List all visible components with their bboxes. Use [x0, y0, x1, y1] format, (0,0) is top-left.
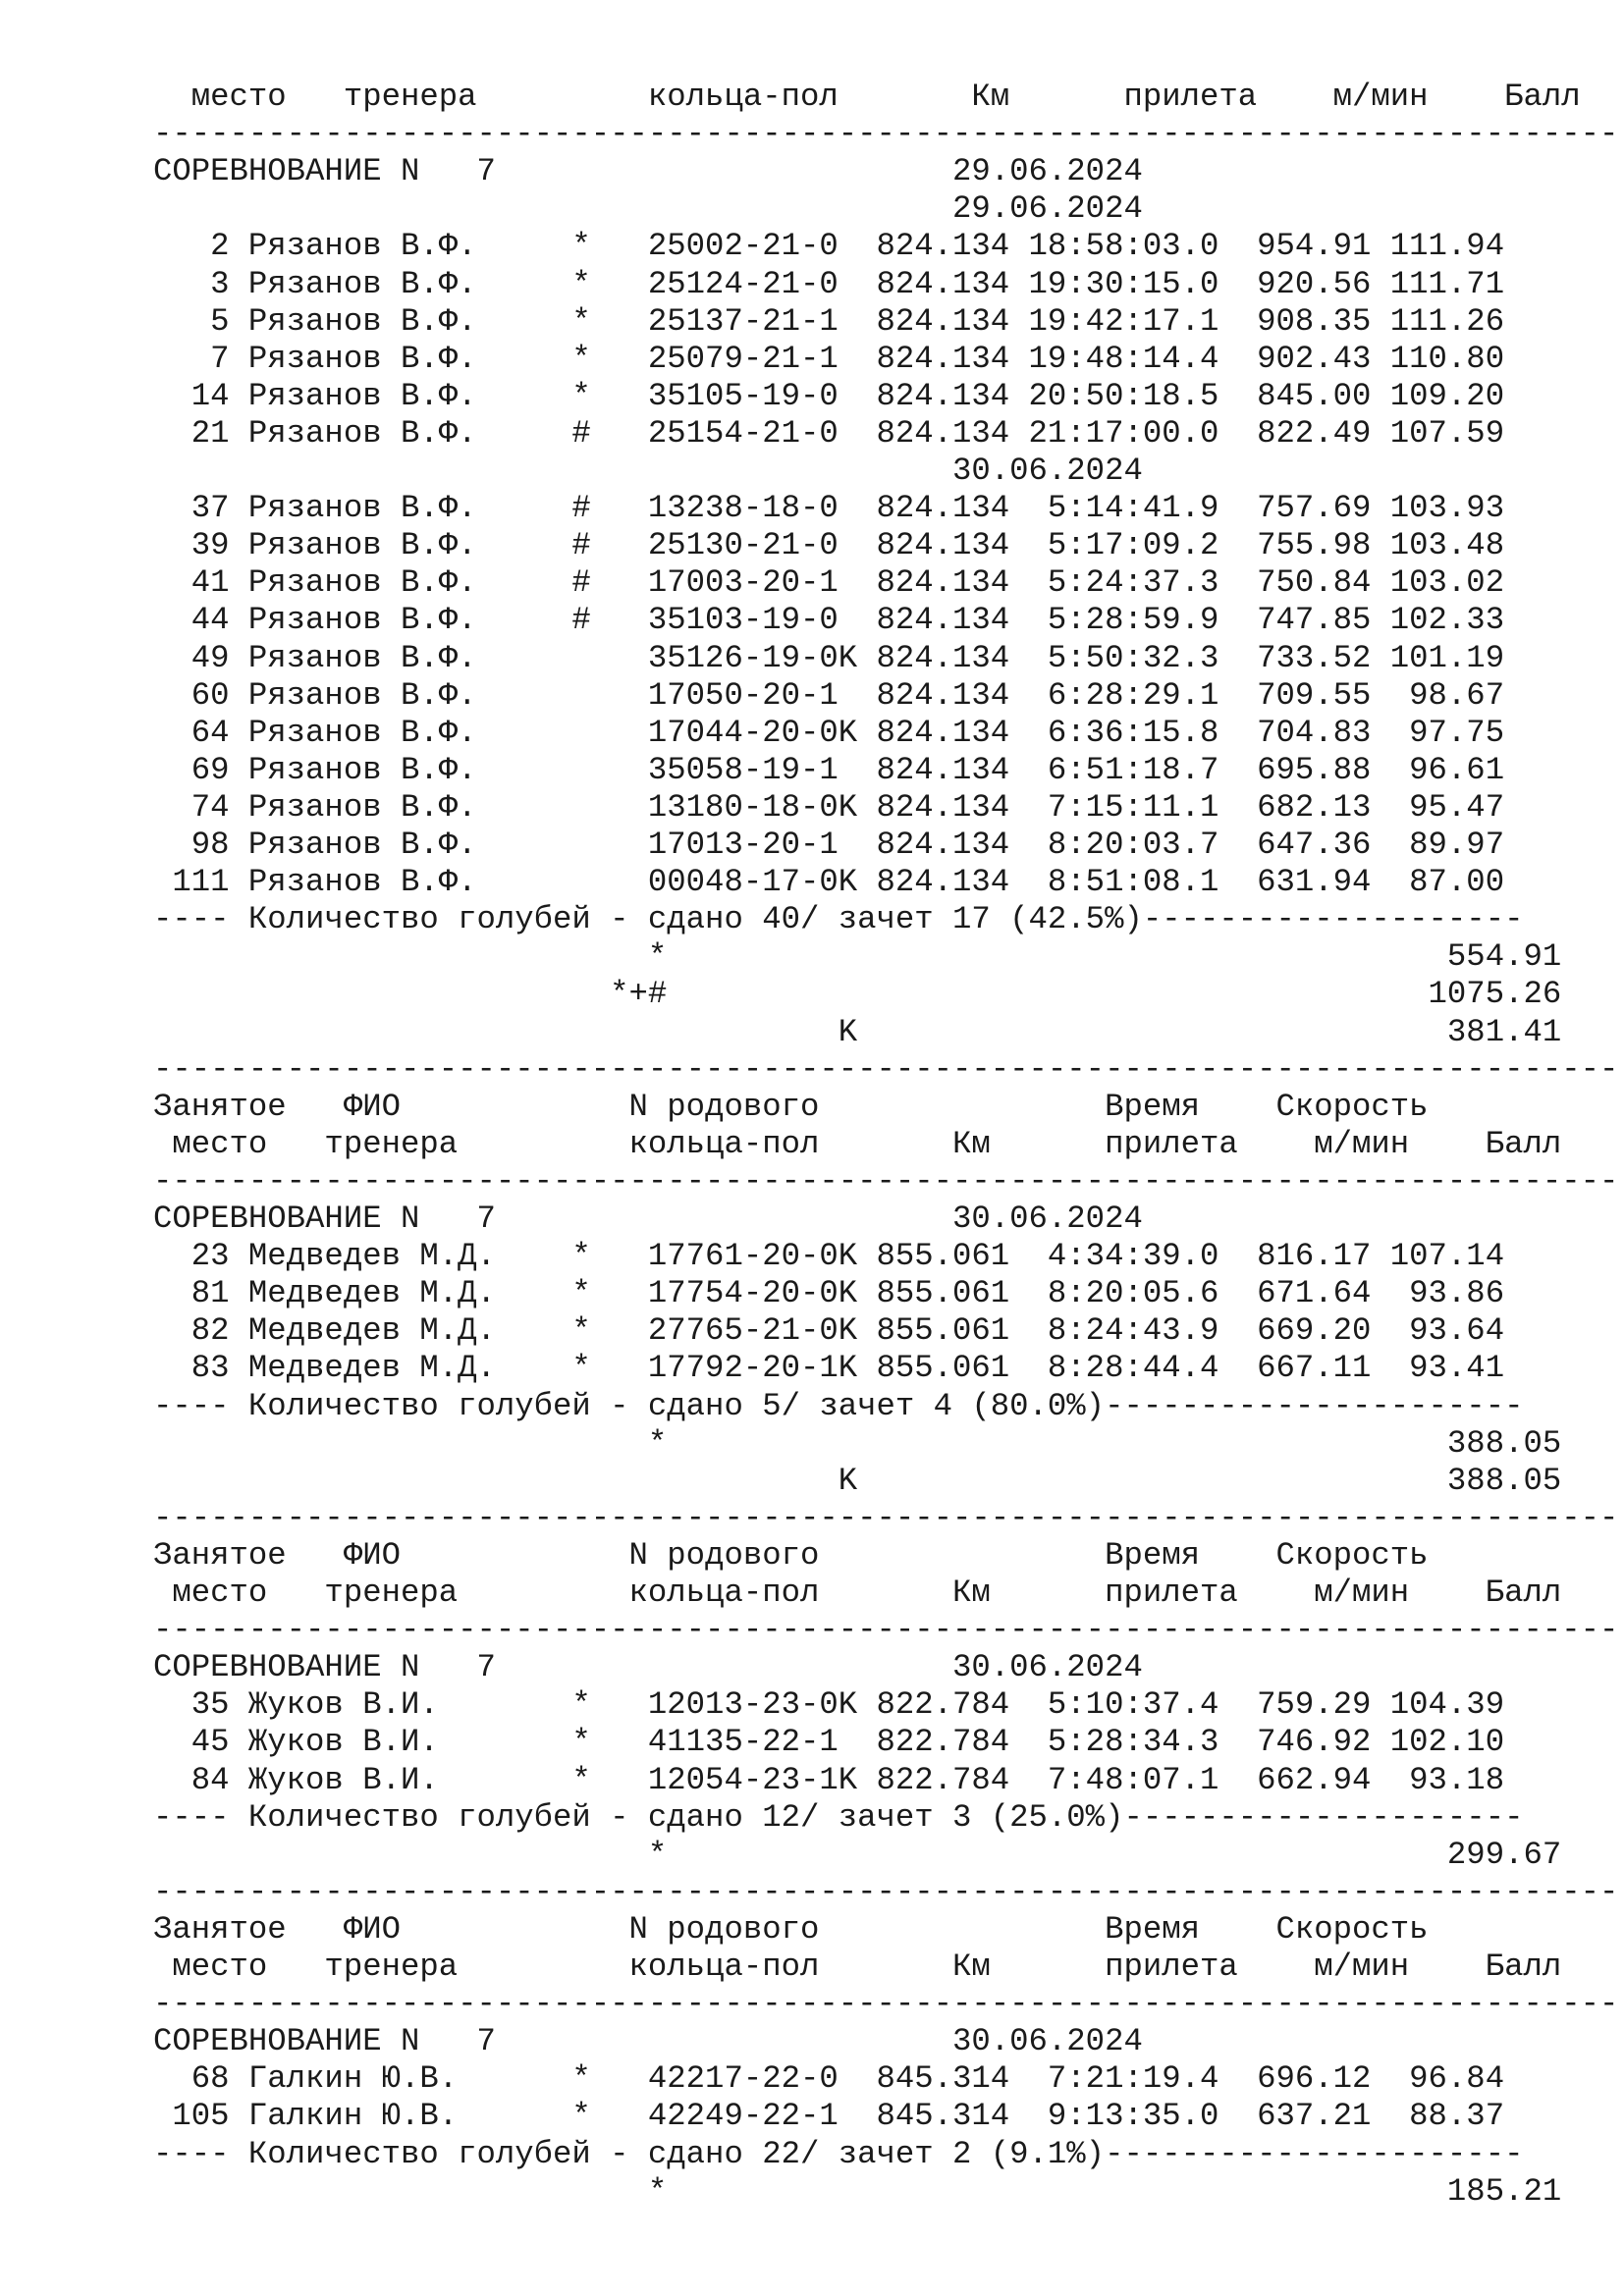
group-summary: ---- Количество голубей - сдано 22/ зачет 2 (9.1%)---------------------- [153, 2135, 1524, 2172]
group-summary: ---- Количество голубей - сдано 12/ зачет 3 (25.0%)--------------------- [153, 1798, 1524, 1836]
result-row: 29.06.2024 [153, 190, 1143, 228]
result-row: 37 Рязанов В.Ф. # 13238-18-0 824.134 5:14:41.9 757.69 103.93 [153, 490, 1505, 527]
competition-title: СОРЕВНОВАНИЕ N 7 30.06.2024 [153, 1649, 1143, 1686]
result-row: 81 Медведев М.Д. * 17754-20-0K 855.061 8:20:05.6 671.64 93.86 [153, 1275, 1505, 1312]
result-row: 45 Жуков В.И. * 41135-22-1 822.784 5:28:34.3 746.92 102.10 [153, 1724, 1505, 1761]
group-total: * 185.21 [153, 2172, 1562, 2210]
result-row: 105 Галкин Ю.В. * 42249-22-1 845.314 9:13:35.0 637.21 88.37 [153, 2098, 1505, 2135]
result-row: 44 Рязанов В.Ф. # 35103-19-0 824.134 5:28:59.9 747.85 102.33 [153, 602, 1505, 639]
competition-title: СОРЕВНОВАНИЕ N 7 30.06.2024 [153, 2023, 1143, 2060]
result-row: 35 Жуков В.И. * 12013-23-0K 822.784 5:10:37.4 759.29 104.39 [153, 1686, 1505, 1724]
group-total: K 381.41 [153, 1013, 1562, 1050]
group-summary: ---- Количество голубей - сдано 40/ зачет 17 (42.5%)-------------------- [153, 901, 1524, 938]
column-header-row-1: Занятое ФИО N родового Время Скорость [153, 1910, 1429, 1948]
competition-title: СОРЕВНОВАНИЕ N 7 30.06.2024 [153, 1201, 1143, 1237]
separator-rule: ----------------------------------------------------------------------------- [153, 1162, 1619, 1200]
result-row: 74 Рязанов В.Ф. 13180-18-0K 824.134 7:15:11.1 682.13 95.47 [153, 788, 1505, 826]
group-total: * 388.05 [153, 1424, 1562, 1462]
result-row: 82 Медведев М.Д. * 27765-21-0K 855.061 8:24:43.9 669.20 93.64 [153, 1312, 1505, 1350]
result-row: 69 Рязанов В.Ф. 35058-19-1 824.134 6:51:18.7 695.88 96.61 [153, 751, 1505, 788]
group-total: K 388.05 [153, 1462, 1562, 1499]
result-row: 2 Рязанов В.Ф. * 25002-21-0 824.134 18:58:03.0 954.91 111.94 [153, 228, 1505, 265]
separator-rule: ----------------------------------------------------------------------------- [153, 1612, 1619, 1649]
separator-rule: ----------------------------------------------------------------------------- [153, 1986, 1619, 2023]
result-row: 3 Рязанов В.Ф. * 25124-21-0 824.134 19:30:15.0 920.56 111.71 [153, 265, 1505, 302]
competition-title: СОРЕВНОВАНИЕ N 7 29.06.2024 [153, 153, 1143, 190]
result-row: 5 Рязанов В.Ф. * 25137-21-1 824.134 19:42:17.1 908.35 111.26 [153, 302, 1505, 340]
column-header-row-1: Занятое ФИО N родового Время Скорость [153, 1088, 1429, 1125]
result-row: 84 Жуков В.И. * 12054-23-1K 822.784 7:48:07.1 662.94 93.18 [153, 1761, 1505, 1798]
result-row: 23 Медведев М.Д. * 17761-20-0K 855.061 4:34:39.0 816.17 107.14 [153, 1238, 1505, 1275]
result-row: 111 Рязанов В.Ф. 00048-17-0K 824.134 8:51:08.1 631.94 87.00 [153, 864, 1505, 901]
result-row: 30.06.2024 [153, 453, 1143, 489]
result-row: 60 Рязанов В.Ф. 17050-20-1 824.134 6:28:29.1 709.55 98.67 [153, 676, 1505, 714]
separator-rule: ----------------------------------------------------------------------------- [153, 1050, 1619, 1088]
result-row: 49 Рязанов В.Ф. 35126-19-0K 824.134 5:50:32.3 733.52 101.19 [153, 639, 1505, 676]
column-header-row-2: место тренера кольца-пол Км прилета м/мин Балл [153, 1949, 1562, 1985]
result-row: 39 Рязанов В.Ф. # 25130-21-0 824.134 5:17:09.2 755.98 103.48 [153, 527, 1505, 564]
result-row: 98 Рязанов В.Ф. 17013-20-1 824.134 8:20:03.7 647.36 89.97 [153, 827, 1505, 863]
group-total: * 554.91 [153, 938, 1562, 976]
group-summary: ---- Количество голубей - сдано 5/ зачет 4 (80.0%)---------------------- [153, 1387, 1524, 1424]
separator-rule: ----------------------------------------------------------------------------- [153, 116, 1619, 153]
column-header-row-2: место тренера кольца-пол Км прилета м/мин Балл [153, 79, 1581, 115]
result-row: 83 Медведев М.Д. * 17792-20-1K 855.061 8:28:44.4 667.11 93.41 [153, 1350, 1505, 1387]
result-row: 21 Рязанов В.Ф. # 25154-21-0 824.134 21:17:00.0 822.49 107.59 [153, 414, 1505, 452]
separator-rule: ----------------------------------------------------------------------------- [153, 1499, 1619, 1536]
column-header-row-2: место тренера кольца-пол Км прилета м/мин Балл [153, 1575, 1562, 1611]
result-row: 68 Галкин Ю.В. * 42217-22-0 845.314 7:21:19.4 696.12 96.84 [153, 2060, 1505, 2098]
result-row: 41 Рязанов В.Ф. # 17003-20-1 824.134 5:24:37.3 750.84 103.02 [153, 564, 1505, 602]
result-row: 7 Рязанов В.Ф. * 25079-21-1 824.134 19:48:14.4 902.43 110.80 [153, 340, 1505, 377]
group-total: * 299.67 [153, 1836, 1562, 1873]
separator-rule: ----------------------------------------------------------------------------- [153, 1873, 1619, 1910]
column-header-row-1: Занятое ФИО N родового Время Скорость [153, 1536, 1429, 1574]
result-row: 64 Рязанов В.Ф. 17044-20-0K 824.134 6:36:15.8 704.83 97.75 [153, 714, 1505, 751]
column-header-row-2: место тренера кольца-пол Км прилета м/мин Балл [153, 1125, 1562, 1162]
group-total: *+# 1075.26 [153, 976, 1562, 1013]
result-row: 14 Рязанов В.Ф. * 35105-19-0 824.134 20:50:18.5 845.00 109.20 [153, 377, 1505, 414]
